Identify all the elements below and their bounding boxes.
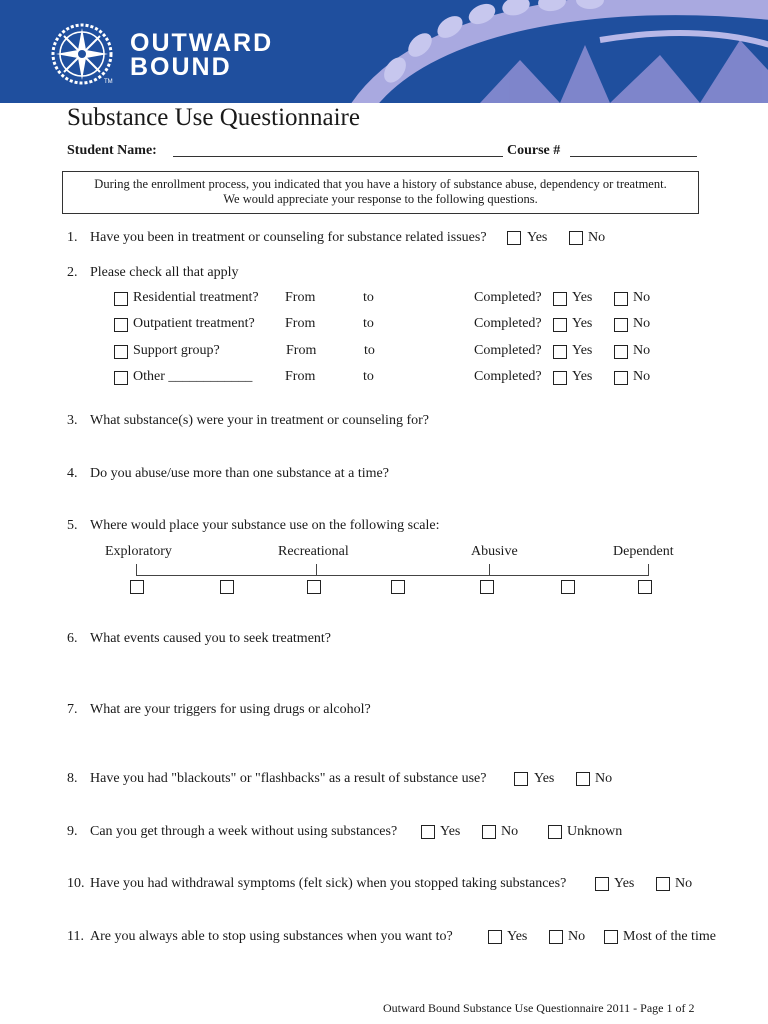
q8-yes-checkbox[interactable] [514,772,528,786]
q2-row-label: Residential treatment? [133,290,259,305]
q2-other-checkbox[interactable] [114,371,128,385]
q2-row4-yes-checkbox[interactable] [553,371,567,385]
student-name-field[interactable] [173,156,503,157]
q11-no-checkbox[interactable] [549,930,563,944]
intro-line-1: During the enrollment process, you indicated that you have a history of substance abuse, dependency or treatment. [94,177,667,191]
q2-no-label: No [633,316,651,331]
q2-row1-no-checkbox[interactable] [614,292,628,306]
q2-completed-label: Completed? [474,369,542,384]
q9-no-label: No [501,824,519,839]
q11-most-of-the-time-label: Most of the time [623,929,716,944]
q2-to-label: to [364,343,375,358]
q2-row3-no-checkbox[interactable] [614,345,628,359]
scale-line [136,575,649,576]
q4-text: Do you abuse/use more than one substance at a time? [90,466,389,481]
q7-text: What are your triggers for using drugs or alcohol? [90,702,371,717]
q2-no-label: No [633,290,651,305]
q8-text: Have you had "blackouts" or "flashbacks" as a result of substance use? [90,771,487,786]
q9-yes-label: Yes [440,824,461,839]
q11-text: Are you always able to stop using substances when you want to? [90,929,453,944]
q2-support-group-checkbox[interactable] [114,345,128,359]
scale-checkbox-2[interactable] [220,580,234,594]
scale-label-dependent: Dependent [613,544,674,559]
q9-number: 9. [67,824,78,839]
scale-checkbox-3[interactable] [307,580,321,594]
q2-from-label: From [285,369,316,384]
q2-row-label: Outpatient treatment? [133,316,255,331]
scale-checkbox-4[interactable] [391,580,405,594]
q3-text: What substance(s) were your in treatment or counseling for? [90,413,429,428]
q2-row-label: Support group? [133,343,220,358]
scale-checkbox-6[interactable] [561,580,575,594]
q2-row3-yes-checkbox[interactable] [553,345,567,359]
q2-residential-checkbox[interactable] [114,292,128,306]
q6-number: 6. [67,631,78,646]
q9-yes-checkbox[interactable] [421,825,435,839]
q2-yes-label: Yes [572,316,593,331]
q2-completed-label: Completed? [474,343,542,358]
q8-no-checkbox[interactable] [576,772,590,786]
q8-no-label: No [595,771,613,786]
q9-text: Can you get through a week without using substances? [90,824,398,839]
q9-unknown-label: Unknown [567,824,623,839]
q11-most-of-the-time-checkbox[interactable] [604,930,618,944]
scale-checkbox-7[interactable] [638,580,652,594]
q5-number: 5. [67,518,78,533]
q2-from-label: From [286,343,317,358]
q10-text: Have you had withdrawal symptoms (felt sick) when you stopped taking substances? [90,876,567,891]
q2-from-label: From [285,316,316,331]
q8-yes-label: Yes [534,771,555,786]
student-name-label: Student Name: [67,143,157,158]
q2-row-label: Other ____________ [133,369,253,384]
course-number-field[interactable] [570,156,697,157]
q2-row4-no-checkbox[interactable] [614,371,628,385]
scale-tick [136,564,137,576]
q10-no-label: No [675,876,693,891]
q2-to-label: to [363,290,374,305]
scale-label-abusive: Abusive [471,544,518,559]
q2-no-label: No [633,343,651,358]
page-title: Substance Use Questionnaire [67,104,360,131]
q1-text: Have you been in treatment or counseling for substance related issues? [90,230,487,245]
q2-yes-label: Yes [572,290,593,305]
q11-yes-label: Yes [507,929,528,944]
q1-number: 1. [67,230,78,245]
q11-no-label: No [568,929,586,944]
q9-no-checkbox[interactable] [482,825,496,839]
q10-yes-label: Yes [614,876,635,891]
q2-text: Please check all that apply [90,265,239,280]
q2-to-label: to [363,369,374,384]
scale-tick [316,564,317,576]
q2-completed-label: Completed? [474,316,542,331]
scale-tick [489,564,490,576]
scale-tick [648,564,649,576]
q2-row2-no-checkbox[interactable] [614,318,628,332]
scale-checkbox-1[interactable] [130,580,144,594]
q7-number: 7. [67,702,78,717]
q2-row2-yes-checkbox[interactable] [553,318,567,332]
q2-to-label: to [363,316,374,331]
q2-no-label: No [633,369,651,384]
q2-from-label: From [285,290,316,305]
q2-yes-label: Yes [572,369,593,384]
q11-yes-checkbox[interactable] [488,930,502,944]
q8-number: 8. [67,771,78,786]
intro-line-2: We would appreciate your response to the following questions. [223,192,538,206]
q9-unknown-checkbox[interactable] [548,825,562,839]
q2-yes-label: Yes [572,343,593,358]
q1-no-checkbox[interactable] [569,231,583,245]
q10-yes-checkbox[interactable] [595,877,609,891]
q10-no-checkbox[interactable] [656,877,670,891]
q2-row1-yes-checkbox[interactable] [553,292,567,306]
scale-label-recreational: Recreational [278,544,349,559]
q4-number: 4. [67,466,78,481]
brand-line-1: OUTWARD [130,29,274,57]
q1-no-label: No [588,230,606,245]
header-banner [0,0,768,103]
q2-outpatient-checkbox[interactable] [114,318,128,332]
q10-number: 10. [67,876,85,891]
scale-label-exploratory: Exploratory [105,544,172,559]
q6-text: What events caused you to seek treatment? [90,631,332,646]
page-footer: Outward Bound Substance Use Questionnaire 2011 - Page 1 of 2 [383,1001,695,1015]
q2-completed-label: Completed? [474,290,542,305]
trademark: TM [104,79,113,85]
q11-number: 11. [67,929,84,944]
q2-number: 2. [67,265,78,280]
course-label: Course # [507,143,561,158]
q5-text: Where would place your substance use on the following scale: [90,518,440,533]
rope-decoration [0,0,768,103]
compass-logo-icon [50,22,114,86]
brand-line-2: BOUND [130,53,232,81]
q1-yes-checkbox[interactable] [507,231,521,245]
q1-yes-label: Yes [527,230,548,245]
scale-checkbox-5[interactable] [480,580,494,594]
q3-number: 3. [67,413,78,428]
intro-box [62,171,699,214]
